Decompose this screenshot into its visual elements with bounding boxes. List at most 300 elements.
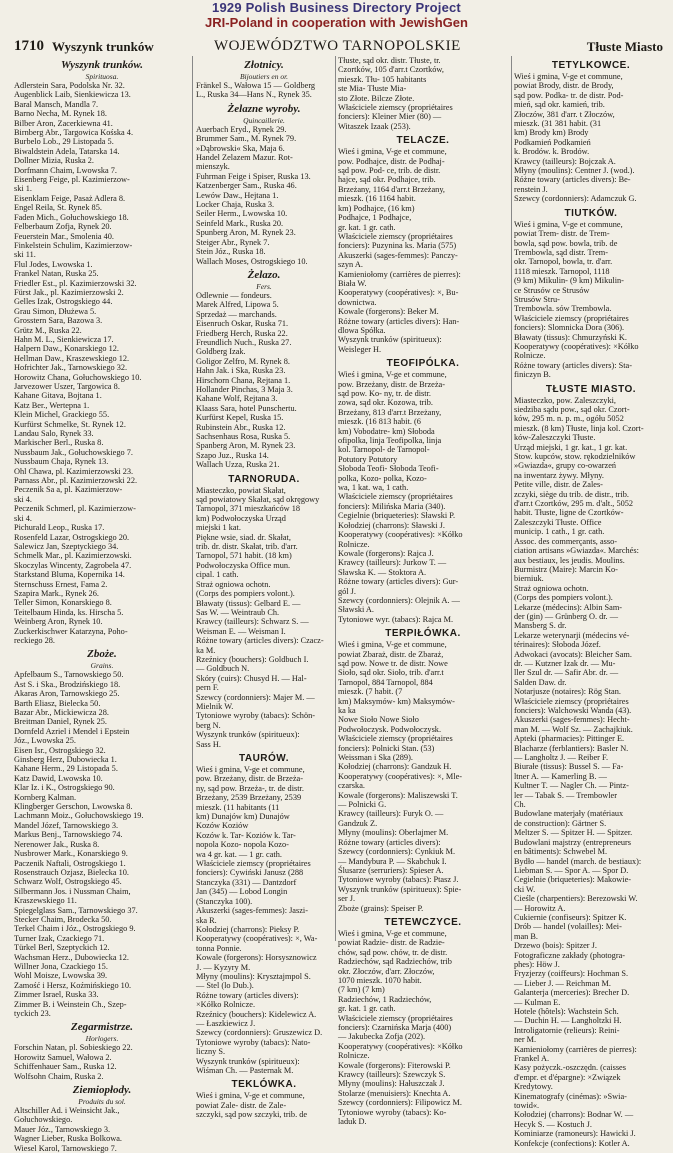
- directory-section: [338, 916, 508, 1127]
- entry-line: wa 4 gr. kat. — 1 gr. cath.: [196, 849, 282, 859]
- directory-section: [196, 1078, 332, 1119]
- entry-line: Locker Chaja, Ruska 3.: [196, 200, 275, 210]
- entry-line: Trembowla, sąd distr. Trem-: [514, 247, 608, 257]
- directory-section: [14, 648, 190, 1018]
- entry-line: ste Mia- Tłuste Mia-: [338, 84, 407, 94]
- entry-line: municip. 1 cath., 1 gr. cath.: [514, 527, 605, 537]
- entry-line: Marek Alfred, Lipowa 5.: [196, 300, 279, 310]
- entry-line: Kołodziej (charrons): Gandzuk H.: [338, 762, 452, 772]
- entry-line: (9 km) Mikulin- (9 km) Mikulin-: [514, 276, 624, 286]
- entry-line: Landau Salo, Rynek 33.: [14, 429, 94, 439]
- entry-line: ofipolka, linja Teofipolka, linja: [338, 436, 442, 446]
- entry-line: powiat Brody, distr. de Brody,: [514, 81, 614, 91]
- entry-line: Stein Józ., Ruska 18.: [196, 247, 266, 257]
- entry-line: gól J.: [338, 586, 356, 596]
- entry-line: Hahn M. L., Sienkiewicza 17.: [14, 334, 114, 344]
- entry-line: Fürst Jak., pl. Kazimierzowski 2.: [14, 287, 124, 297]
- entry-line: Radziechów, 1 Radziechów,: [338, 994, 432, 1004]
- entry-line: Peczenik Sa a, pl. Kazimierzow-: [14, 485, 123, 495]
- entry-line: Straż ogniowa ochotn.: [514, 583, 589, 593]
- entry-line: Szewcy (cordonniers): Gruszewicz D.: [196, 1028, 323, 1038]
- entry-line: Klar Iz. i K., Ostrogskiego 90.: [14, 783, 115, 793]
- entry-line: Rosenfeld Lazar, Ostrogskiego 20.: [14, 532, 130, 542]
- entry-line: en bâtiments): Schwebel M.: [514, 847, 608, 857]
- entry-line: Drób — handel (volailles): Mei-: [514, 922, 622, 932]
- entry-line: Hellman Daw., Kraszewskiego 12.: [14, 353, 130, 363]
- entry-line: Wieś i gmina, V-ge et commune,: [514, 72, 623, 81]
- entry-line: Dornfeld Azriel i Mendel i Epstein: [14, 726, 130, 736]
- entry-line: Kołodziej (charrons): Pieksy P.: [196, 924, 300, 934]
- entry-line: Różne towary (articles divers): Gur-: [338, 577, 459, 587]
- entry-line: Kamieniołomy (carrières de pierres):: [338, 269, 461, 279]
- entry-line: »Dąbrowski« Ska, Maja 6.: [196, 143, 285, 153]
- entry-line: Brzeżany, 1164 d'arr.t Brzeżany,: [338, 184, 445, 194]
- entry-line: Kinematografy (cinémas): »Swia-: [514, 1091, 627, 1101]
- category-heading: Zegarmistrze.: [70, 1021, 134, 1034]
- entry-line: Witaszek Izaak (253).: [338, 121, 411, 131]
- entry-line: Lekarze weterynarji (médecins vé-: [514, 630, 630, 640]
- entry-line: Młyny (moulins): Oberlajmer M.: [338, 828, 449, 838]
- entry-line: Flul Jodes, Lwowska 1.: [14, 259, 93, 269]
- entry-line: Trembowla. sów Trembowla.: [514, 304, 612, 314]
- entry-line: mienszyk.: [196, 162, 230, 172]
- entry-line: — Horowitz A.: [514, 903, 566, 913]
- entry-line: dr. — Kutzner Izak dr. — Mu-: [514, 658, 616, 668]
- entry-line: Budowlani majstrzy (entrepreneurs: [514, 837, 632, 847]
- entry-line: gr. kat. 1 gr. cath.: [338, 222, 396, 232]
- entry-line: fonciers): Slomnicka Dora (306).: [514, 323, 625, 333]
- column-divider: [511, 56, 512, 941]
- entry-line: Barth Eliasz, Bielecka 50.: [14, 698, 101, 708]
- entry-line: Kozów Koziów: [196, 821, 249, 831]
- running-header: [14, 38, 663, 56]
- entry-line: km) Brody km) Brody: [514, 128, 589, 138]
- entry-line: Terkel Chaim i Józ., Ostrogskiego 9.: [14, 924, 136, 934]
- entry-line: Cegielnie (briqueteries): Makowie-: [514, 875, 632, 885]
- entry-line: zowa, sąd okr. Kozowa, trib.: [338, 398, 433, 408]
- entry-line: Kołodziej (charrons): Sławski J.: [338, 520, 445, 530]
- entry-line: Wagner Lieber, Ruska Bolkowa.: [14, 1134, 122, 1144]
- entry-line: Cukiernie (confiseurs): Spitzer K.: [514, 912, 627, 922]
- entry-line: sąd pow. Ko- ny, tr. de distr.: [338, 389, 431, 398]
- entry-line: Kowale (forgerons): Fiterowski P.: [338, 1060, 451, 1070]
- entry-line: — Langholtz J. — Reiber F.: [514, 753, 609, 763]
- entry-line: Młyny (moulins): Krysztajmpol S.: [196, 971, 311, 981]
- entry-line: Kowale (forgerons): Rajca J.: [338, 548, 434, 558]
- entry-line: Markischer Berl., Ruska 8.: [14, 438, 104, 448]
- entry-line: downictwa.: [338, 297, 377, 307]
- entry-line: Hollander Pinchas, 3 Maja 3.: [196, 384, 293, 394]
- entry-line: (7 km) (7 km): [338, 985, 385, 995]
- entry-line: Horowitz Chana, Gołuchowskiego 10.: [14, 372, 142, 382]
- entry-line: Finkelstein Schulim, Kazimierzow-: [14, 240, 133, 250]
- town-heading: TEOFIPÓLKA.: [386, 358, 460, 370]
- entry-line: zczyki, siège du trib. de distr., trib.: [514, 489, 629, 499]
- entry-line: Szewcy (cordonniers): Filipowicz M.: [338, 1098, 462, 1108]
- entry-line: km) Maksymów- km) Maksymów-: [338, 696, 455, 706]
- entry-line: Kurfürst Kepel, Ruska 15.: [196, 413, 284, 423]
- entry-line: Radziechów, sąd Radziechów, trib: [338, 957, 452, 967]
- entry-line: Stolarze (menuisiers): Knechta A.: [338, 1088, 451, 1098]
- entry-line: Złoczów, 381 d'arr. t Złoczów,: [514, 109, 615, 119]
- banner-line-2: JRI-Poland in cooperation with JewishGen: [205, 15, 468, 30]
- entry-line: ków-Zaleszczyki Tłuste.: [514, 433, 596, 443]
- entry-line: Lekarze (médecins): Albin Sam-: [514, 602, 623, 612]
- entry-line: Szewcy (cordonniers): Adamczuk G.: [514, 194, 637, 204]
- directory-section: [338, 56, 508, 131]
- entry-line: Dorfmann Chaim, Lwowska 7.: [14, 165, 118, 175]
- entry-line: Klein Michel, Grackiego 55.: [14, 410, 110, 420]
- entry-line: Fuhrman Feige i Spiser, Ruska 13.: [196, 171, 311, 181]
- banner-line-1: 1929 Polish Business Directory Project: [212, 0, 461, 15]
- entry-line: Właściciele ziemscy (propriétaires: [196, 859, 311, 869]
- entry-line: Krawcy (tailleurs): Bojczak A.: [514, 156, 616, 166]
- category-heading: Zboże.: [87, 648, 117, 661]
- entry-line: Ślusarze (serruriers): Spieser A.: [338, 865, 444, 875]
- entry-line: Notarjusze (notaires): Rög Stan.: [514, 687, 621, 697]
- column-divider: [335, 56, 336, 941]
- entry-line: 1070 mieszk. 1070 habit.: [338, 975, 422, 985]
- entry-line: Właściciele ziemscy (propriétaires: [338, 734, 453, 744]
- entry-line: pow. Brzeżany, distr. de Brzeża-: [196, 774, 303, 784]
- entry-line: Hahn Jak. i Ska, Ruska 23.: [196, 366, 286, 376]
- column-2: [196, 56, 332, 1120]
- entry-line: laduk D.: [338, 1117, 367, 1127]
- entry-line: Sternschuss Ernest, Fama 2.: [14, 579, 108, 589]
- entry-line: powiat Zbaraż, distr. de Zbaraż,: [338, 649, 444, 659]
- entry-line: Seiler Herm., Lwowska 10.: [196, 209, 288, 219]
- entry-line: Peczenik Schmerl, pl. Kazimierzow-: [14, 504, 136, 514]
- entry-line: Wolfsohn Chaim, Ruska 2.: [14, 1071, 104, 1081]
- entry-line: Pichurald Leop., Ruska 17.: [14, 523, 105, 533]
- entry-line: bierniuk.: [514, 574, 544, 584]
- entry-line: Kołodziej (charrons): Bodnar W. —: [514, 1110, 634, 1120]
- entry-line: ×Kółko Rolnicze.: [196, 1000, 256, 1010]
- entry-line: Kominiarze (ramoneurs): Hawicki J.: [514, 1129, 636, 1139]
- entry-line: Nowe Sioło Nowe Sioło: [338, 715, 419, 725]
- entry-line: renstein J.: [514, 184, 548, 194]
- entry-line: Turner Izak, Czackiego 71.: [14, 933, 105, 943]
- entry-line: Grütz M., Ruska 22.: [14, 325, 82, 335]
- entry-line: okr. Tarnopol, bowla, tr. d'arr.: [514, 257, 613, 267]
- entry-line: Bazar Abr., Mickiewicza 28.: [14, 708, 109, 717]
- entry-line: Freundlich Nuch., Ruska 27.: [196, 337, 292, 347]
- entry-line: Właściciele ziemscy (propriétaires: [338, 492, 453, 502]
- entry-line: Hecyk S. — Kostuch J.: [514, 1119, 592, 1129]
- town-heading: TAURÓW.: [239, 753, 289, 764]
- entry-line: Felberbaum Zofja, Rynek 20.: [14, 222, 112, 232]
- entry-line: reckiego 28.: [14, 635, 56, 645]
- entry-line: Sprzedaż — marchands.: [196, 309, 277, 319]
- entry-line: ski 4.: [14, 513, 32, 523]
- entry-line: L., Ruska 34—Hans N., Rynek 35.: [196, 90, 312, 100]
- entry-line: (Corps des pompiers volont.).: [196, 589, 295, 599]
- entry-line: Różne towary (articles divers):: [338, 837, 441, 847]
- entry-line: — Mandybura P. — Skabchuk I.: [338, 856, 447, 866]
- entry-line: Kredytowy.: [514, 1082, 553, 1092]
- entry-line: Różne towary (articles divers): Be-: [514, 175, 631, 185]
- entry-line: Tytoniowe wyroby (tabacs): Nato-: [196, 1037, 311, 1047]
- entry-line: Młyny (moulins): Hałuszczak J.: [338, 1079, 445, 1089]
- entry-line: Akuszerki (sages-femmes): Jaszi-: [196, 906, 308, 916]
- entry-line: nopola Kozo- nopola Kozo-: [196, 840, 289, 850]
- entry-line: — Duchin H. — Langholtzki H.: [514, 1016, 622, 1026]
- entry-line: Starkstand Bluma, Kopernika 14.: [14, 570, 125, 580]
- entry-line: Fotograficzne zakłady (photogra-: [514, 950, 626, 960]
- entry-line: Horowitz Samuel, Wałowa 2.: [14, 1052, 112, 1062]
- entry-line: szczyki, sąd pow szczyki, trib. de: [196, 1110, 308, 1120]
- entry-line: Krawcy (tailleurs): Schwarz S. —: [196, 617, 309, 627]
- entry-line: de construction): Gärtner S.: [514, 818, 607, 828]
- directory-section: [14, 1021, 190, 1081]
- category-heading: Wyszynk trunków.: [60, 59, 144, 71]
- entry-line: Teller Simon, Konarskiego 8.: [14, 598, 112, 608]
- entry-line: okr. Złoczów, d'arr. Złoczów,: [338, 966, 435, 976]
- entry-line: Galanterja (merceries): Brecher D.: [514, 988, 630, 998]
- entry-line: Assoc. des commerçants, asso-: [514, 536, 617, 546]
- entry-line: mieszk. (31 381 habit. (31: [514, 119, 602, 129]
- entry-line: Adlerstein Sara, Podolska Nr. 32.: [14, 81, 125, 90]
- entry-line: phes): Höw J.: [514, 959, 560, 969]
- entry-line: hajce, sąd okr. Podhajce, trib.: [338, 175, 436, 185]
- entry-line: Tytoniowe wyroby (tabacs): Schön-: [196, 711, 316, 721]
- entry-line: Mansberg S. dr.: [514, 621, 567, 631]
- entry-line: tyckich 23.: [14, 1009, 51, 1018]
- entry-line: Tłuste, sąd okr. distr. Tłuste, tr.: [338, 56, 441, 65]
- entry-line: gr. kat. 1 gr. cath.: [338, 1004, 396, 1014]
- entry-line: Schwarz Wolf, Ostrogskiego 45.: [14, 877, 122, 887]
- entry-line: Apfelbaum S., Tarnowskiego 50.: [14, 670, 124, 680]
- section-title-left: Wyszynk trunków: [52, 39, 154, 54]
- entry-line: Kooperatywy (coopératives): ×Kółko: [338, 1041, 463, 1051]
- entry-line: Meltzer S. — Spitzer H. — Spitzer.: [514, 828, 633, 838]
- entry-line: liczny S.: [196, 1047, 226, 1057]
- entry-line: Weisman E. — Weisman I.: [196, 626, 286, 636]
- entry-line: Teitelbaum Hinda, ks. Hirscha 5.: [14, 607, 124, 617]
- entry-line: Halpern Daw., Konarskiego 12.: [14, 344, 119, 354]
- entry-line: fonciers): Czarnińska Marja (400): [338, 1023, 452, 1032]
- entry-line: Paczenik Naftali, Ostrogskiego 1.: [14, 858, 126, 868]
- entry-line: Augenblick Laib, Sienkiewicza 13.: [14, 90, 131, 100]
- entry-line: fonciers): Milińska Maria (340).: [338, 501, 446, 511]
- entry-line: Straż ogniowa ochotn.: [196, 579, 271, 589]
- entry-line: Türkel Berl, Szeptyckich 12.: [14, 943, 110, 953]
- entry-line: ltner A. — Kamerling B. —: [514, 771, 607, 781]
- entry-line: Ast S. i Ska., Brodzińskiego 18.: [14, 679, 121, 689]
- entry-line: man M. — Wolf Sz. — Zachajkiuk.: [514, 724, 633, 734]
- entry-line: Wallach Moses, Ostrogskiego 10.: [196, 256, 308, 266]
- entry-line: Burbelo Lob., 29 Listopada 5.: [14, 137, 114, 147]
- town-heading: TETEWCZYCE.: [384, 916, 462, 928]
- entry-line: powiat Trem- distr. de Trem-: [514, 229, 610, 239]
- entry-line: Urząd miejski, 1 gr. kat., 1 gr. kat.: [514, 442, 628, 452]
- entry-line: Wieś i gmina, V-ge et commune,: [338, 370, 447, 380]
- entry-line: berg N.: [196, 720, 221, 730]
- category-heading: Złotnicy.: [244, 59, 284, 71]
- entry-line: Nerenower Jak., Ruska 8.: [14, 839, 100, 849]
- entry-line: Różne towary (articles divers): Czacz-: [196, 636, 324, 646]
- entry-line: Nusbrower Mark., Konarskiego 9.: [14, 849, 128, 859]
- entry-line: siedziba sądu pow., sąd okr. Czort-: [514, 405, 630, 414]
- entry-line: Eisenklam Feige, Pasaż Adlera 8.: [14, 193, 126, 203]
- entry-line: mieszk. (8 km) Tłuste, linja kol. Czort-: [514, 423, 644, 433]
- entry-line: Stanczyka (331) — Dantzdorf: [196, 877, 297, 887]
- entry-line: Schiffenhauer Sam., Ruska 12.: [14, 1062, 117, 1072]
- entry-line: Bydło — handel (march. de bestiaux):: [514, 856, 642, 866]
- entry-line: Słoboda Teofi- Słoboda Teofi-: [338, 464, 439, 474]
- entry-line: Kahane Wolf, Rejtana 3.: [196, 394, 278, 404]
- entry-line: powiat Zale- distr. de Zale-: [196, 1100, 287, 1110]
- entry-line: Friedberg Herch, Ruska 22.: [196, 328, 288, 338]
- entry-line: Feuerstein Mar., Smolenia 40.: [14, 231, 115, 241]
- entry-line: Klaass Sara, hotel Punschertu.: [196, 403, 297, 413]
- entry-line: Hotele (hôtels): Wachstein Sch.: [514, 1007, 619, 1016]
- entry-line: ska R.: [196, 915, 217, 925]
- entry-line: ce Strusów ce Strusów: [514, 285, 590, 295]
- entry-line: tonna Ponnie.: [196, 943, 242, 953]
- entry-line: Goldberg Izak.: [196, 347, 246, 357]
- town-heading: TIUTKÓW.: [564, 207, 618, 219]
- entry-line: cki W.: [514, 884, 536, 894]
- entry-line: Willner Jona, Czackiego 15.: [14, 961, 108, 971]
- entry-line: Hofrichter Jak., Tarnowskiego 32.: [14, 363, 128, 373]
- entry-line: sąd powiatowy Skałat, sąd okręgowy: [196, 495, 320, 505]
- entry-line: Kozów k. Tar- Koziów k. Tar-: [196, 830, 296, 840]
- category-subtitle: Grains.: [90, 661, 114, 671]
- entry-line: pern F.: [196, 683, 219, 693]
- column-3: [338, 56, 508, 1127]
- entry-line: Lewów Daw., Hejtana 1.: [196, 190, 279, 200]
- entry-line: ski 4.: [14, 494, 32, 504]
- entry-line: chów, sąd pow. chów, tr. de distr.: [338, 947, 448, 957]
- entry-line: Baral Mansch, Mandla 7.: [14, 99, 99, 109]
- entry-line: Cieśle (charpentiers): Berezowski W.: [514, 894, 638, 904]
- entry-line: Stecker Chaim, Brodecka 50.: [14, 914, 112, 924]
- entry-line: mieszk. (7 habit. (7: [338, 687, 403, 697]
- entry-line: ka M.: [196, 645, 216, 655]
- entry-line: Kasy pożyczk.-oszczędn. (caisses: [514, 1063, 626, 1073]
- category-subtitle: Bijoutiers en or.: [239, 72, 289, 81]
- entry-line: Kooperatywy (coopératives): ×Kółko: [338, 530, 463, 540]
- entry-line: Tarnopol, 884 Tarnopol, 884: [338, 677, 433, 687]
- entry-line: km) Podhajce, (16 km): [338, 203, 415, 213]
- entry-line: (Stanczyka 100).: [196, 896, 253, 906]
- entry-line: Salden Daw. dr.: [514, 677, 567, 687]
- town-heading: TARNORUDA.: [228, 473, 300, 485]
- entry-line: fonciers): Cywiński Janusz (288: [196, 868, 304, 878]
- entry-line: Grosstern Sara, Bazowa 3.: [14, 316, 103, 326]
- category-subtitle: Quincaillerie.: [243, 115, 285, 125]
- entry-line: powiat Radzie- distr. de Radzie-: [338, 938, 445, 948]
- directory-section: [196, 473, 332, 749]
- entry-line: Właściciele ziemscy (propriétaires: [338, 1013, 453, 1023]
- entry-line: J. — Kyzyry M.: [196, 962, 251, 972]
- entry-line: Wieś i gmina, V-ge et commune,: [338, 640, 447, 650]
- entry-line: kol. Tarnopol- de Tarnopol-: [338, 445, 430, 455]
- entry-line: ski 1.: [14, 184, 32, 194]
- entry-line: Tytoniowe wyroby (tabacs): Ptasz J.: [338, 875, 459, 885]
- entry-line: Kurfürst Schmelke, St. Rynek 12.: [14, 419, 126, 429]
- entry-line: — Stel (lo Dub.).: [196, 981, 254, 991]
- entry-line: Frankel A.: [514, 1054, 550, 1064]
- entry-line: mieszk. Tłu- 105 habitants: [338, 74, 427, 84]
- directory-section: [196, 269, 332, 470]
- entry-line: mień, sąd okr. kamień, trib.: [514, 100, 605, 110]
- entry-line: Kraszewskiego 11.: [14, 896, 77, 906]
- entry-line: Podwołoczysk. Podwołoczysk.: [338, 724, 442, 734]
- entry-line: Józ., Lwowska 25.: [14, 736, 76, 746]
- entry-line: Introligatornie (relieurs): Reini-: [514, 1025, 620, 1035]
- entry-line: — Goldbuch N.: [196, 664, 250, 674]
- entry-line: szyn A.: [338, 260, 363, 270]
- entry-line: Wieś i gmina, V-ge et commune,: [338, 928, 447, 938]
- entry-line: Miasteczko, powiat Skałat,: [196, 485, 286, 495]
- entry-line: Friedler Est., pl. Kazimierzowski 32.: [14, 278, 137, 288]
- entry-line: Jan (345) — Lobod Longin: [196, 887, 288, 897]
- category-subtitle: Spirituosa.: [85, 72, 119, 81]
- directory-section: [514, 59, 668, 204]
- entry-line: Rzeźnicy (bouchers): Goldbuch I.: [196, 654, 309, 664]
- entry-line: Kooperatywy (coopératives): ×, Mle-: [338, 771, 463, 781]
- entry-line: Rubinstein Abr., Ruska 12.: [196, 422, 286, 432]
- entry-line: Tytoniowe wyr. (tabacs): Rajca M.: [338, 614, 454, 624]
- entry-line: na inwentarz żywy. Młyny.: [514, 470, 604, 480]
- entry-line: Eisen Isr., Ostrogskiego 32.: [14, 745, 106, 755]
- entry-line: Brzeżany, 813 d'arr.t Brzeżany,: [338, 407, 442, 417]
- entry-line: Forschin Natan, pl. Sobieskiego 22.: [14, 1043, 133, 1053]
- entry-line: Spanberg Aron, M. Rynek 23.: [196, 441, 296, 451]
- directory-section: [514, 383, 668, 1149]
- entry-line: ski 11.: [14, 250, 36, 260]
- entry-line: fonciers): Polnicki Stan. (53): [338, 743, 435, 753]
- entry-line: Biurałe (tissus): Bussel S. — Fa-: [514, 762, 624, 772]
- entry-line: Wyszynk trunków (spiritueux):: [196, 730, 300, 740]
- entry-line: Strusów Stru-: [514, 294, 560, 304]
- entry-line: Właściciele ziemscy (propriétaires: [514, 313, 629, 323]
- entry-line: finiczyn B.: [514, 370, 551, 380]
- entry-line: Barno Necha, M. Rynek 18.: [14, 109, 107, 119]
- entry-line: (Corps des pompiers volont.).: [514, 593, 613, 603]
- entry-line: Szewcy (cordonniers): Majer M. —: [196, 692, 315, 702]
- entry-line: dlowa Spółka.: [338, 325, 386, 335]
- entry-line: Spunberg Aron, M. Rynek 23.: [196, 228, 296, 238]
- entry-line: Silbermann Jos. i Nussman Chaim,: [14, 886, 131, 896]
- entry-line: towid«.: [514, 1101, 540, 1111]
- entry-line: Dollner Mizia, Ruska 2.: [14, 156, 94, 166]
- entry-line: fonciers): Puzynina ks. Maria (575): [338, 241, 457, 251]
- directory-section: [196, 103, 332, 266]
- entry-line: Tarnopol, 571 habit. (18 km): [196, 551, 292, 561]
- entry-line: térinaires): Słoboda Józef.: [514, 640, 601, 650]
- entry-line: Szewcy (cordonniers): Cynkiuk M.: [338, 847, 456, 857]
- entry-line: Wiśman Ch. — Pasternak M.: [196, 1066, 294, 1075]
- entry-line: km) Podwołoczyska Urząd: [196, 513, 286, 523]
- entry-line: Kahane Gitava, Bojtana 1.: [14, 391, 102, 401]
- entry-line: Rosenstrauch Ozjasz, Bielecka 10.: [14, 867, 129, 877]
- directory-section: [338, 627, 508, 913]
- entry-line: Spiegelglass Sam., Tarnowskiego 37.: [14, 905, 138, 915]
- entry-line: Czortków, 105 d'arr.t Czortków,: [338, 65, 444, 75]
- entry-line: Burmistrz (Maire): Marcin Ko-: [514, 564, 618, 574]
- entry-line: Seinfeld Mark., Ruska 20.: [196, 218, 284, 228]
- directory-section: [14, 1084, 190, 1153]
- entry-line: Gołuchowskiego.: [14, 1115, 73, 1125]
- entry-line: Szapo Juz., Ruska 14.: [196, 450, 269, 460]
- entry-line: km) Dunajów km) Dunajów: [196, 812, 290, 822]
- entry-line: Rolnicze.: [338, 539, 370, 549]
- entry-line: Weissman i Ska (289).: [338, 753, 413, 763]
- entry-line: Eisenberg Feige, pl. Kazimierzow-: [14, 175, 130, 185]
